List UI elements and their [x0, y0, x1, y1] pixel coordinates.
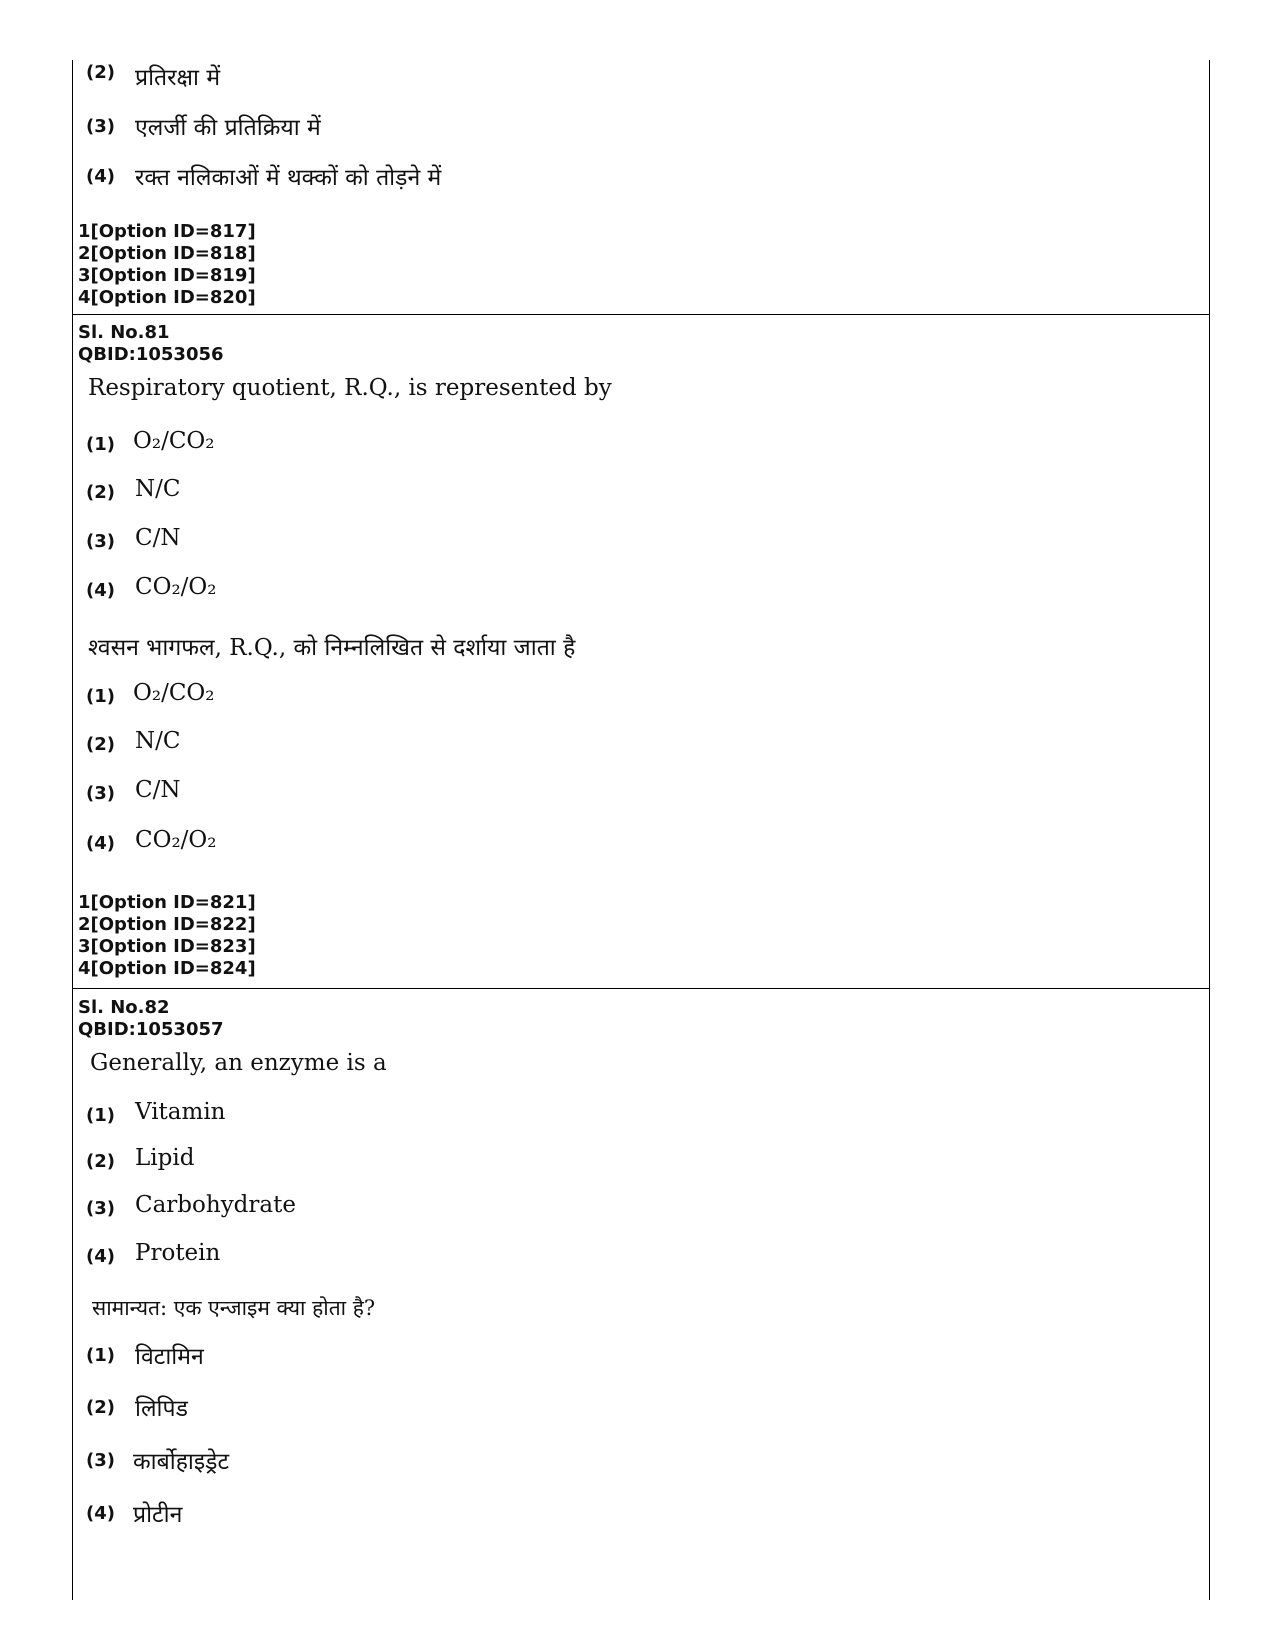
- option-id: 2[Option ID=818]: [78, 243, 256, 264]
- option-text: Carbohydrate: [135, 1192, 296, 1218]
- section-divider: [72, 988, 1209, 989]
- option-text: विटामिन: [135, 1344, 204, 1370]
- option-number: (3): [86, 531, 115, 552]
- question-text-hindi: श्वसन भागफल, R.Q., को निम्नलिखित से दर्शाया जाता है: [88, 635, 576, 661]
- serial-number: Sl. No.81: [78, 322, 170, 343]
- option-number: (4): [86, 1246, 115, 1267]
- option-text: O₂/CO₂: [133, 428, 215, 454]
- question-header: [78, 997, 224, 1041]
- option-text: कार्बोहाइड्रेट: [133, 1449, 230, 1475]
- option-number: (3): [86, 1198, 115, 1219]
- option-text: Lipid: [135, 1145, 195, 1171]
- question-text-english: Respiratory quotient, R.Q., is represented by: [88, 375, 612, 401]
- option-text: O₂/CO₂: [133, 680, 215, 706]
- serial-number: Sl. No.82: [78, 997, 170, 1018]
- option-number: (2): [86, 482, 115, 503]
- question-text-english: Generally, an enzyme is a: [90, 1050, 387, 1076]
- option-id: 4[Option ID=820]: [78, 287, 256, 308]
- option-text: N/C: [135, 728, 181, 754]
- qbid: QBID:1053056: [78, 344, 224, 365]
- option-id: 4[Option ID=824]: [78, 958, 256, 979]
- option-text: लिपिड: [135, 1396, 188, 1422]
- option-number: (3): [86, 783, 115, 804]
- option-number: (4): [86, 833, 115, 854]
- option-id: 1[Option ID=821]: [78, 892, 256, 913]
- option-text: C/N: [135, 525, 181, 551]
- option-number: (2): [86, 62, 115, 83]
- option-id-list: [78, 892, 256, 980]
- option-text: एलर्जी की प्रतिक्रिया में: [135, 115, 321, 141]
- option-number: (1): [86, 434, 115, 455]
- option-text: रक्त नलिकाओं में थक्कों को तोड़ने में: [135, 165, 442, 191]
- option-text: N/C: [135, 476, 181, 502]
- qbid: QBID:1053057: [78, 1019, 224, 1040]
- option-text: CO₂/O₂: [135, 827, 217, 853]
- option-text: प्रतिरक्षा में: [135, 65, 221, 91]
- option-id: 2[Option ID=822]: [78, 914, 256, 935]
- question-text-hindi: सामान्यत: एक एन्जाइम क्या होता है?: [92, 1296, 376, 1320]
- section-divider: [72, 314, 1209, 315]
- option-text: CO₂/O₂: [135, 574, 217, 600]
- option-number: (1): [86, 1345, 115, 1366]
- option-number: (3): [86, 116, 115, 137]
- option-text: Vitamin: [135, 1099, 226, 1125]
- option-id: 3[Option ID=819]: [78, 265, 256, 286]
- option-number: (2): [86, 1151, 115, 1172]
- option-text: Protein: [135, 1240, 221, 1266]
- option-number: (2): [86, 734, 115, 755]
- option-number: (1): [86, 686, 115, 707]
- option-number: (4): [86, 166, 115, 187]
- option-id-list: [78, 221, 256, 309]
- option-id: 3[Option ID=823]: [78, 936, 256, 957]
- option-text: प्रोटीन: [133, 1502, 183, 1528]
- option-number: (4): [86, 580, 115, 601]
- question-header: [78, 322, 224, 366]
- option-number: (3): [86, 1450, 115, 1471]
- option-text: C/N: [135, 777, 181, 803]
- option-id: 1[Option ID=817]: [78, 221, 256, 242]
- option-number: (2): [86, 1397, 115, 1418]
- option-number: (4): [86, 1503, 115, 1524]
- option-number: (1): [86, 1105, 115, 1126]
